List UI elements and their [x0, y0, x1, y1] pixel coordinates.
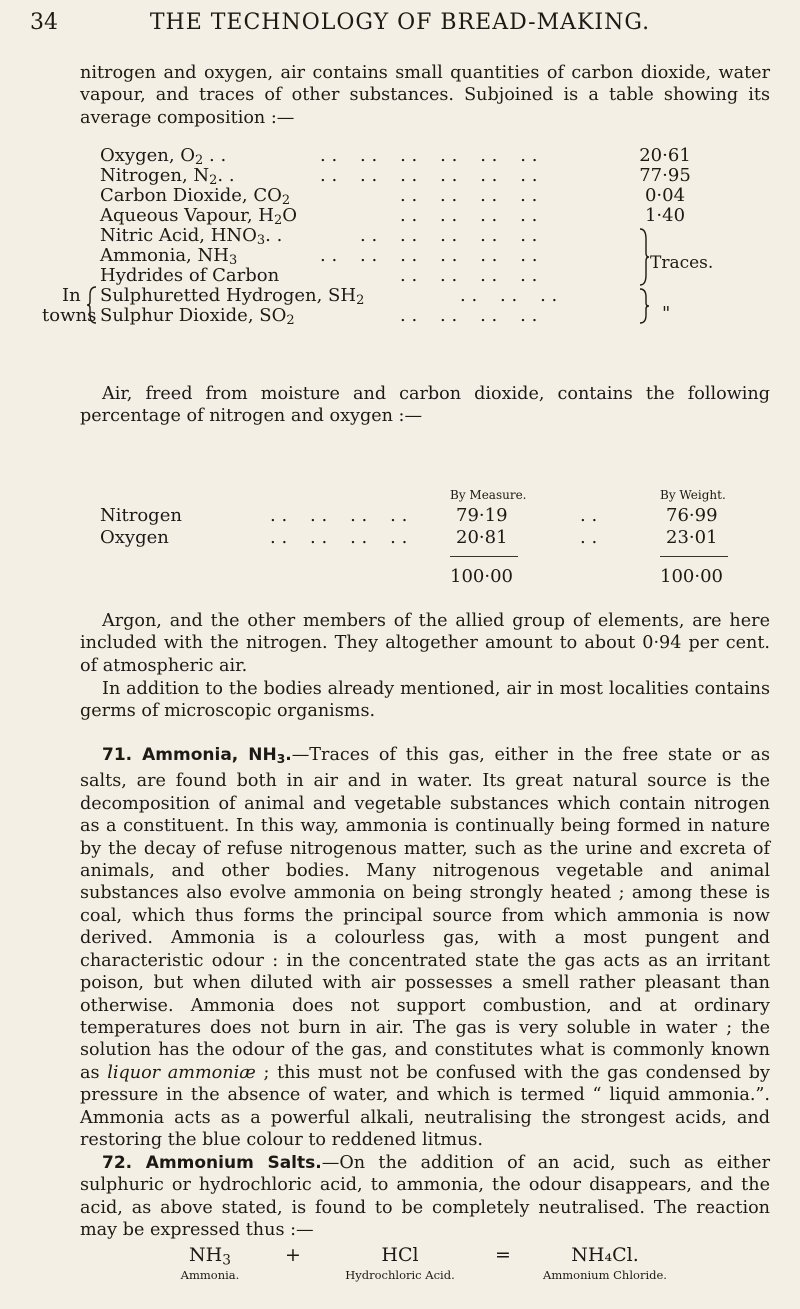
table-row: Oxygen, $O_2$ . . . . . . . . . . . . . . — [100, 145, 538, 169]
col-measure: By Measure. — [450, 488, 527, 502]
section-72: 72. Ammonium Salts.—On the addition of an acid, such as either sulphuric or hydrochloric acid, to ammonia, the odour disappears, and the acid, as above stated, is found to be completely neutralised. The reaction may be expressed thus :— — [80, 1153, 770, 1241]
total-measure: 100·00 — [450, 566, 513, 587]
table-row: Oxygen . . . . . . . . 20·81 . . 23·01 — [100, 527, 718, 548]
table-row: Sulphur Dioxide, $SO_2$ . . . . . . . . — [100, 305, 538, 329]
table-row: Ammonia, $NH_3$ . . . . . . . . . . . . — [100, 245, 538, 269]
table-value: 1·40 — [644, 205, 686, 226]
intro-paragraph: nitrogen and oxygen, air contains small quantities of carbon dioxide, water vapour, and traces of other substances. Subjoined is a table showing its average composition :— — [80, 63, 770, 128]
in-label: In — [62, 285, 81, 306]
sum-rule — [660, 556, 728, 557]
table-row: Nitric Acid, $HNO_3$. . . . . . . . . . . . — [100, 225, 538, 249]
page-header — [30, 10, 770, 40]
table-row: Nitrogen, $N_2$. . . . . . . . . . . . . . — [100, 165, 538, 189]
sum-rule — [450, 556, 518, 557]
table-row: Nitrogen . . . . . . . . 79·19 . . 76·99 — [100, 505, 718, 526]
table-row: Aqueous Vapour, $H_2O$ . . . . . . . . — [100, 205, 538, 229]
germs-paragraph: In addition to the bodies already mentioned, air in most localities contains germs of microscopic organisms. — [80, 679, 770, 722]
page-number: 34 — [30, 10, 58, 35]
table-value: 77·95 — [639, 165, 691, 186]
table-row: Carbon Dioxide, $CO_2$ . . . . . . . . — [100, 185, 538, 209]
table-value: 0·04 — [644, 185, 686, 206]
right-brace-icon — [638, 227, 650, 287]
table-value: 20·61 — [639, 145, 691, 166]
running-title: THE TECHNOLOGY OF BREAD-MAKING. — [149, 10, 651, 35]
air-paragraph: Air, freed from moisture and carbon dioxide, contains the following percentage of nitrogen and oxygen :— — [80, 384, 770, 427]
section-71: 71. Ammonia, $NH_3.—Traces$ of this gas, either in the free state or as salts, are found both in air and in water. Its great natural source is the decomposition of animal and vegetable substances which contain nitrogen as a constituent. In this way, ammonia is continually being formed in nature by the decay of refuse nitrogenous matter, such as the urine and excreta of animals, and other bodies. Many nitrogenous vegetable and animal substances also evolve ammonia on being strongly heated ; among these is coal, which thus forms the principal source from which ammonia is now derived. Ammonia is a colourless gas, with a most pungent and characteristic odour : in the concentrated state the gas acts as an irritant poison, but when diluted with air possesses a smell rather pleasant than otherwise. Ammonia does not support combustion, and at ordinary temperatures does not burn in air. The gas is very soluble in water ; the solution has the odour of the gas, and constitutes what is commonly known as liquor ammoniæ ; this must not be confused with the gas condensed by pressure in the absence of water, and which is termed “ liquid ammonia.”. Ammonia acts as a powerful alkali, neutralising the strongest acids, and restoring the blue colour to reddened litmus. — [80, 745, 770, 1150]
table-row: Sulphuretted Hydrogen, $SH_2$ . . . . . . — [100, 285, 558, 309]
argon-paragraph: Argon, and the other members of the allied group of elements, are here included with the nitrogen. They altogether amount to about 0·94 per cent. of atmospheric air. — [80, 611, 770, 676]
table-row: Hydrides of Carbon . . . . . . . . — [100, 265, 538, 286]
section-heading: 71. Ammonia, $NH_3$. — [102, 745, 292, 767]
traces-label: Traces. — [650, 253, 714, 273]
left-brace-icon — [86, 285, 98, 325]
ditto-mark: " — [662, 303, 671, 324]
total-weight: 100·00 — [660, 566, 723, 587]
towns-label: towns — [42, 305, 97, 326]
right-brace-icon — [638, 287, 650, 325]
book-page: 34 THE TECHNOLOGY OF BREAD-MAKING. nitrogen and oxygen, air contains small quantities of carbon dioxide, water vapour, and traces of other substances. Subjoined is a table showing its average composition :— Oxygen, $O_2$ . . . . . . . . . . . . . . 20·61 Nitrogen, $N_2$. . . . . . . . . . . . . . 77·95 Carbon Dioxide, $CO_2$ . . . . . . . . 0·04 Aqueous Vapour, $H_2O$ . . . . . . . . 1·40 Nitric Acid, $HNO_3$. . . . . . . . . . . . Ammonia, $NH_3$ . . . . . . . . . . . . Hydrides of Carbon . . . . . . . . Sulphuretted Hydrogen, $SH_2$ . . . . . . Sulphur Dioxide, $SO_2$ . . . . . . . . In towns Traces. " Air, freed from moisture and carbon dioxide, contains the following percentage of nitrogen and oxygen :— By Measure. By Weight. Nitrogen . . . . . . . . 79·19 . . 76·99 Oxygen . . . . . . . . 20·81 . . 23·01 100·00 100·00 Argon, and the other members of the allied group of elements, are here included with the nitrogen. They altogether amount to about 0·94 per cent. of atmospheric air. In addition to the bodies already mentioned, air in most localities contains germs of microscopic organisms. 71. Ammonia, $NH_3.—Traces$ of this gas, either in the free state or as salts, are found both in air and in water. Its great natural source is the decomposition of animal and vegetable substances which contain nitrogen as a constituent. In this way, ammonia is continually being formed in nature by the decay of refuse nitrogenous matter, such as the urine and excreta of animals, and other bodies. Many nitrogenous vegetable and animal substances also evolve ammonia on being strongly heated ; among these is coal, which thus forms the principal source from which ammonia is now derived. Ammonia is a colourless gas, with a most pungent and characteristic odour : in the concentrated state the gas acts as an irritant poison, but when diluted with air possesses a smell rather pleasant than otherwise. Ammonia does not support combustion, and at ordinary temperatures does not burn in air. The gas is very soluble in water ; the solution has the odour of the gas, and constitutes what is commonly known as liquor ammoniæ ; this must not be confused with the gas condensed by pressure in the absence of water, and which is termed “ liquid ammonia.”. Ammonia acts as a powerful alkali, neutralising the strongest acids, and restoring the blue colour to reddened litmus. 72. Ammonium Salts.—On the addition of an acid, such as either sulphuric or hydrochloric acid, to ammonia, the odour disappears, and the acid, as above stated, is found to be completely neutralised. The reaction may be expressed thus :— $NH_3$ Ammonia. + HCl Hydrochloric Acid. = NH₄Cl. Ammonium Chloride. — [30, 10, 770, 1282]
section-heading: 72. Ammonium Salts. — [102, 1153, 322, 1173]
col-weight: By Weight. — [660, 488, 726, 502]
